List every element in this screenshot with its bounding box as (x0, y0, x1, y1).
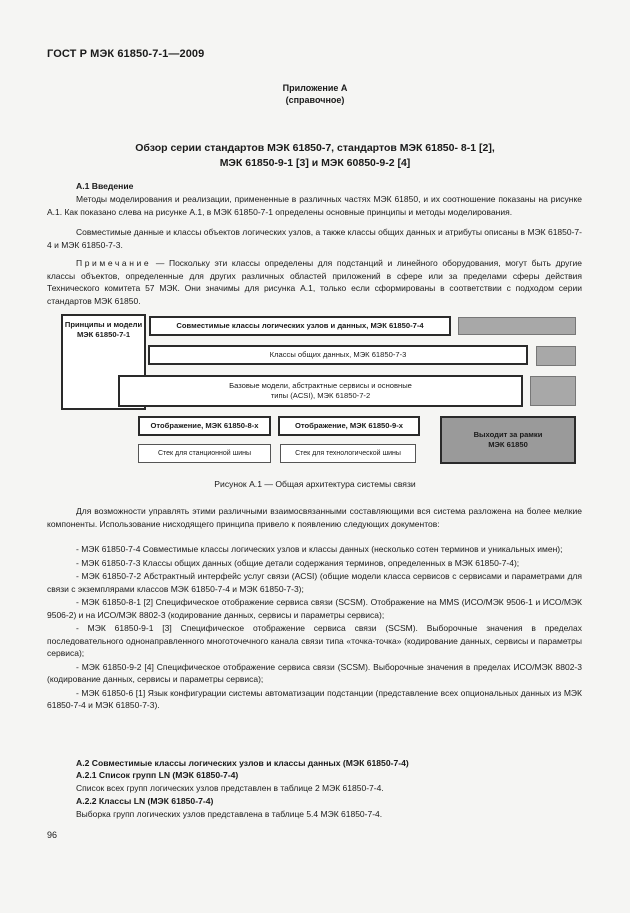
section-a1-heading: А.1 Введение (76, 181, 134, 191)
box-grey-mid (536, 346, 576, 366)
section-a22-text: Выборка групп логических узлов представлена в таблице 5.4 МЭК 61850-7-4. (76, 809, 383, 819)
body-intro: Для возможности управлять этими различными взаимосвязанными составляющими вся система разложена на более мелкие компоненты. Использование нисходящего принципа привело к появлению следующих документов: (47, 506, 582, 529)
list-item: - МЭК 61850-8-1 [2] Специфическое отображение сервиса связи (SCSM). Отображение на MMS (ИСО/МЭК 9506-1 и ИСО/МЭК 9506-2) и на ИСО/МЭК 8802-3 (кодирование данных, сервисы и параметры сервиса); (47, 597, 582, 620)
section-a22-heading: А.2.2 Классы LN (МЭК 61850-7-4) (76, 796, 214, 806)
page-number: 96 (47, 830, 58, 840)
doc-title-line2: МЭК 61850-9-1 [3] и МЭК 60850-9-2 [4] (219, 157, 411, 169)
box-mapping-8x: Отображение, МЭК 61850-8-х (138, 416, 271, 436)
note-paragraph (47, 257, 582, 307)
box-stack-station: Стек для станционной шины (138, 444, 271, 463)
section-a21-text: Список всех групп логических узлов представлен в таблице 2 МЭК 61850-7-4. (76, 783, 384, 793)
box-compatible-classes: Совместимые классы логических узлов и данных, МЭК 61850-7-4 (149, 316, 451, 336)
appendix-subtitle: (справочное) (285, 95, 345, 105)
list-item: - МЭК 61850-7-4 Совместимые классы логических узлов и классы данных (несколько сотен терминов и уникальных имен); (76, 544, 563, 554)
body-list (47, 543, 582, 712)
section-a2-heading: А.2 Совместимые классы логических узлов и классы данных (МЭК 61850-7-4) (76, 758, 409, 768)
box-grey-right (530, 376, 576, 406)
box-grey-top (458, 317, 576, 335)
list-item: - МЭК 61850-9-2 [4] Специфическое отображение сервиса связи (SCSM). Выборочные значения в пределах ИСО/МЭК 8802-3 (кодирование данных, сервисы и параметры сервиса); (47, 661, 582, 684)
section-a21-heading: А.2.1 Список групп LN (МЭК 61850-7-4) (76, 770, 239, 780)
list-item: - МЭК 61850-9-1 [3] Специфическое отображение сервиса связи (SCSM). Выборочные значения в пределах последовательного однонаправленного многоточечного канала связи типа «точка-точка» (кодирование данных, сервисы и параметры сервиса); (47, 623, 582, 658)
box-principles: Принципы и модели МЭК 61850-7-1 (61, 314, 146, 410)
note-label: Примечание (76, 258, 152, 268)
box-base-models: Базовые модели, абстрактные сервисы и основные типы (ACSI), МЭК 61850-7-2 (118, 375, 523, 407)
note-text: — Поскольку эти классы определены для подстанций и линейного оборудования, могут быть другие классы объектов, определенные для других различных областей приложений в сфере или за пределами сферы действия Технического комитета 57 МЭК. Они значимы для рисунка А.1, только если сформированы в соответствии с подходом серии стандартов МЭК 61850. (47, 258, 582, 306)
page-header: ГОСТ Р МЭК 61850-7-1—2009 (47, 48, 205, 60)
box-common-data: Классы общих данных, МЭК 61850-7-3 (148, 345, 528, 365)
doc-title-line1: Обзор серии стандартов МЭК 61850-7, стандартов МЭК 61850- 8-1 [2], (135, 142, 495, 154)
list-item: - МЭК 61850-6 [1] Язык конфигурации системы автоматизации подстанции (представление всех опциональных данных из МЭК 61850-7-4 и МЭК 61850-7-3). (47, 687, 582, 710)
appendix-title: Приложение А (282, 83, 348, 93)
list-item: - МЭК 61850-7-3 Классы общих данных (общие детали содержания терминов, определенных в МЭК 61850-7-4); (76, 557, 520, 568)
figure-caption: Рисунок А.1 — Общая архитектура системы связи (214, 479, 416, 489)
box-beyond-scope: Выходит за рамки МЭК 61850 (440, 416, 576, 464)
intro-paragraph-2: Совместимые данные и классы объектов логических узлов, а также классы общих данных и атрибуты описаны в МЭК 61850-7-4 и МЭК 61850-7-3. (47, 227, 582, 250)
box-mapping-9x: Отображение, МЭК 61850-9-х (278, 416, 420, 436)
box-stack-process: Стек для технологической шины (280, 444, 416, 463)
intro-paragraph-1: Методы моделирования и реализации, примененные в различных частях МЭК 61850, и их соотношение показаны на рисунке А.1. Как показано слева на рисунке А.1, в МЭК 61850-7-1 определены основные принципы и методы моделирования. (47, 194, 582, 217)
list-item: - МЭК 61850-7-2 Абстрактный интерфейс услуг связи (ACSI) (общие модели класса сервисов с сервисами и параметрами для связи с экземплярами классов МЭК 61850-7-4 и МЭК 61850-7-3); (47, 571, 582, 594)
